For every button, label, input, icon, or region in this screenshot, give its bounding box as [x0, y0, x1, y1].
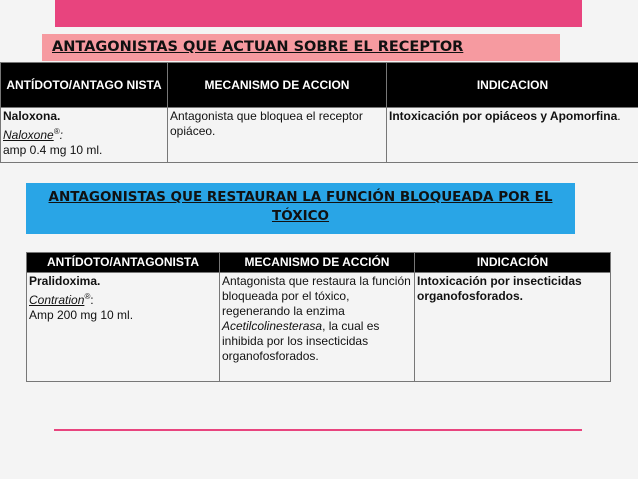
antidote-name: Naloxona. [3, 109, 61, 123]
brand-name: Naloxone [3, 128, 54, 142]
mechanism-cell: Antagonista que bloquea el receptor opiáceo. [168, 108, 387, 163]
table-header-row [27, 253, 611, 273]
bottom-divider-line [54, 429, 582, 431]
function-restoring-antagonists-table [26, 252, 611, 382]
registered-mark: ® [53, 127, 60, 136]
antidote-cell [27, 273, 220, 382]
indication-cell [387, 108, 638, 163]
dose: amp 0.4 mg 10 ml. [3, 143, 103, 157]
dose: Amp 200 mg 10 ml. [29, 308, 134, 322]
table-row [1, 108, 638, 163]
header-mechanism: MECANISMO DE ACCIÓN [220, 253, 415, 273]
mechanism-text-end: , la cual es inhibida por los insecticidas organofosforados. [222, 319, 380, 363]
section2-title: ANTAGONISTAS QUE RESTAURAN LA FUNCIÓN BLOQUEADA POR EL TÓXICO [48, 189, 553, 224]
indication-text: Intoxicación por opiáceos y Apomorfina [389, 109, 618, 123]
mechanism-text-start: Antagonista que restaura la función bloqueada por el tóxico, regenerando la enzima [222, 274, 411, 318]
indication-suffix: . [617, 109, 621, 123]
section1-title-banner [42, 34, 560, 61]
header-indication: INDICACIÓN [415, 253, 611, 273]
mechanism-cell [220, 273, 415, 382]
table-header-row [1, 63, 638, 108]
header-antidote: ANTÍDOTO/ANTAGONISTA [27, 253, 220, 273]
registered-mark: ® [84, 292, 91, 301]
table-row [27, 273, 611, 382]
header-mechanism: MECANISMO DE ACCION [168, 63, 387, 108]
antidote-cell [1, 108, 168, 163]
brand-suffix: : [90, 293, 94, 307]
header-antidote: ANTÍDOTO/ANTAGO NISTA [1, 63, 168, 108]
top-accent-bar [55, 0, 582, 27]
receptor-antagonists-table [0, 62, 638, 163]
header-indication: INDICACION [387, 63, 638, 108]
section2-title-banner [26, 183, 575, 234]
enzyme-name: Acetilcolinesterasa [222, 319, 323, 333]
indication-cell: Intoxicación por insecticidas organofosforados. [415, 273, 611, 382]
brand-name: Contration [29, 293, 85, 307]
section1-title: ANTAGONISTAS QUE ACTUAN SOBRE EL RECEPTOR [52, 39, 464, 55]
antidote-name: Pralidoxima. [29, 274, 101, 288]
brand-suffix: : [59, 128, 63, 142]
